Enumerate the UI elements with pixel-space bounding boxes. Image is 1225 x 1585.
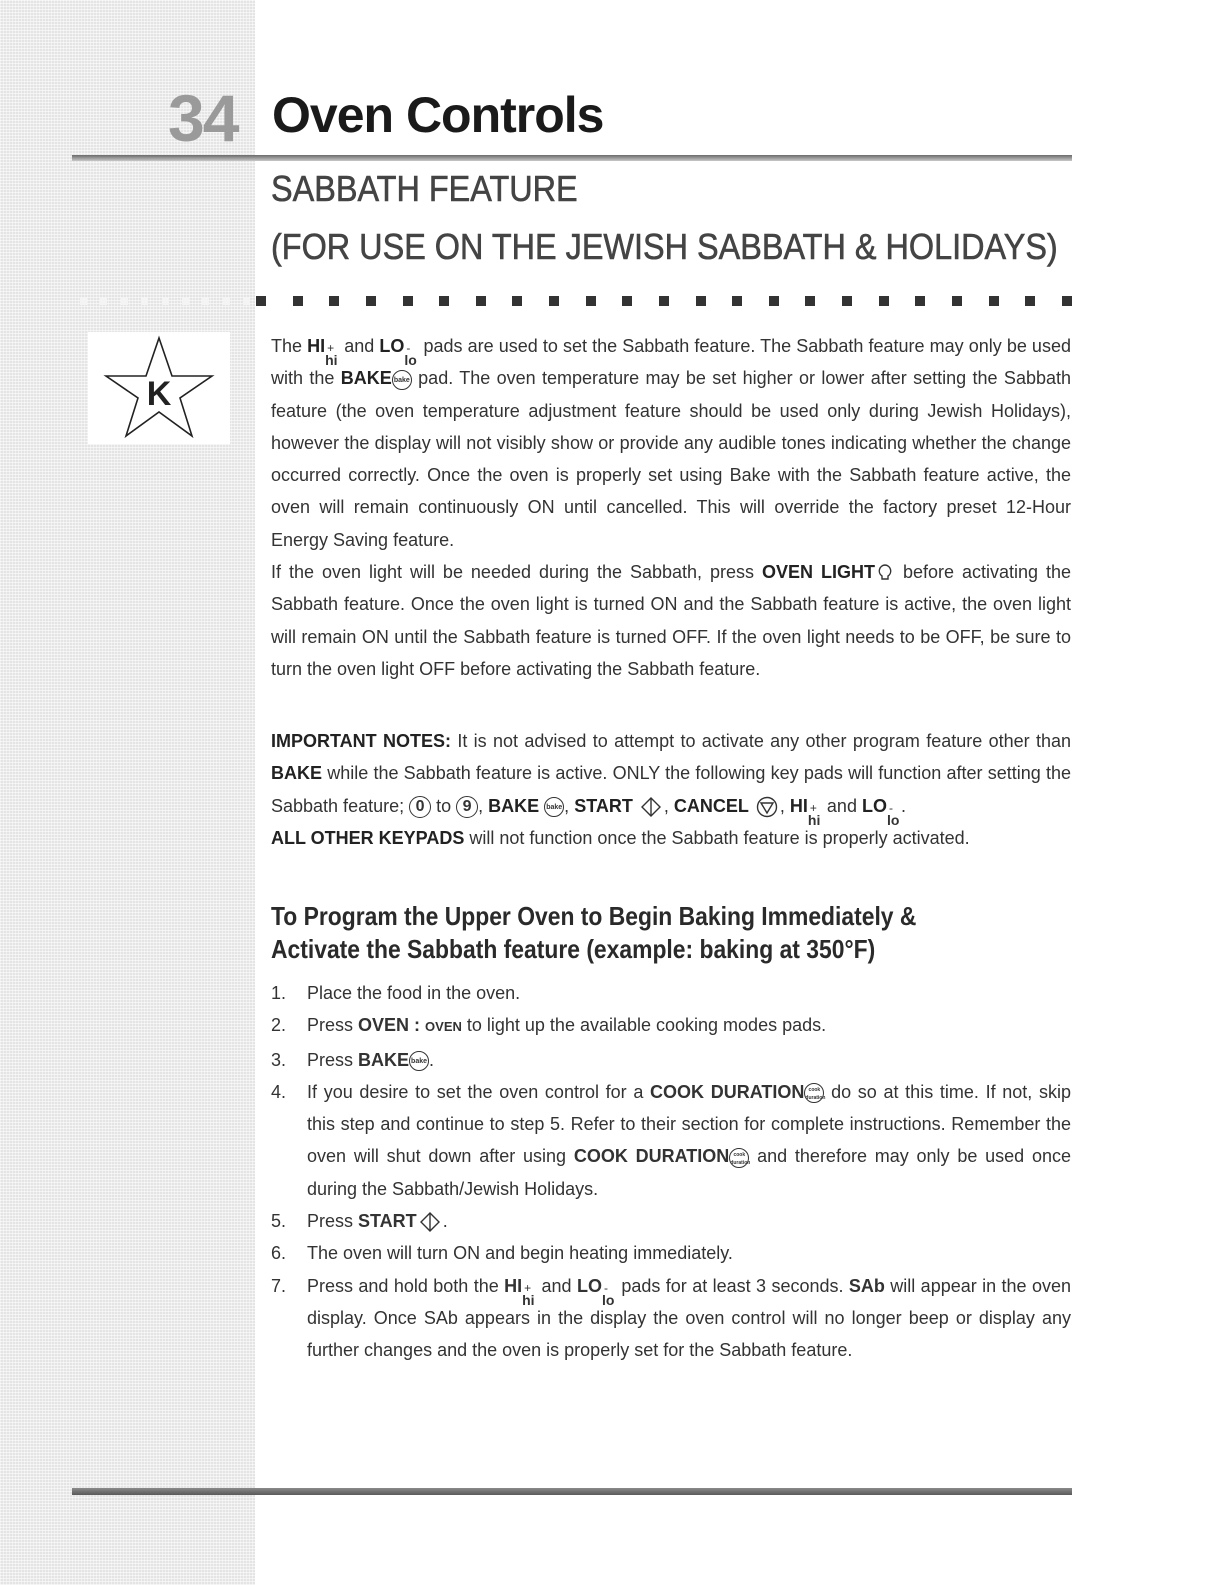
intro-paragraph-2: If the oven light will be needed during the Sabbath, press OVEN LIGHT before activating the Sabbath feature. Once the oven light is turned ON and the Sabbath feature is active, the oven light will remain ON until the Sabbath feature is turned OFF. If the oven light needs to be OFF, be sure to turn the oven light OFF before activating the Sabbath feature. — [271, 562, 1072, 679]
lo-icon: - lo — [404, 341, 417, 368]
nine-key-icon: 9 — [456, 796, 478, 818]
procedure-heading: To Program the Upper Oven to Begin Baking Immediately & Activate the Sabbath feature (example: baking at 350°F) — [271, 901, 917, 964]
intro-text — [271, 330, 1071, 685]
list-item: 2. Press OVEN : OVEN to light up the available cooking modes pads. — [271, 1015, 827, 1036]
notes-paragraph: IMPORTANT NOTES: It is not advised to attempt to activate any other program feature other than BAKE while the Sabbath feature is active. ONLY the following key pads will function after setting the Sabbath feature; 0 to 9 , BAKE bake , START , CANCEL , HI + hi and LO - lo . — [271, 731, 1072, 828]
kosher-letter: K — [146, 375, 172, 413]
intro-paragraph-1: The HI + hi and LO - lo pads are used to set the Sabbath feature. The Sabbath feature may only be used with the BAKE bake pad. The oven temperature may be set higher or lower after setting the Sabbath feature (the oven temperature adjustment feature should be used only during Jewish Holidays), however the display will not visibly show or provide any audible tones indicating whether the change occurred correctly. Once the oven is properly set using Bake with the Sabbath feature active, the oven will remain continuously ON until cancelled. This will override the factory preset 12-Hour Energy Saving feature. — [271, 336, 1071, 550]
hi-icon: + hi — [807, 800, 821, 828]
start-icon — [419, 1211, 441, 1233]
section-subheading: (FOR USE ON THE JEWISH SABBATH & HOLIDAYS) — [271, 226, 1058, 267]
cancel-icon — [756, 796, 778, 818]
procedure-steps — [271, 977, 1071, 1367]
bake-icon: bake — [544, 797, 564, 817]
footer-rule — [72, 1488, 1072, 1495]
bake-icon: bake — [392, 370, 412, 390]
start-icon — [640, 796, 662, 818]
notes-all-other: ALL OTHER KEYPADS will not function once the Sabbath feature is properly activated. — [271, 827, 970, 848]
light-bulb-icon — [877, 563, 893, 583]
star-k-kosher-logo — [88, 332, 230, 444]
important-notes — [271, 725, 1071, 854]
list-item: 3. Press BAKE bake . — [271, 1049, 435, 1070]
zero-key-icon: 0 — [409, 796, 431, 818]
sidebar-background — [0, 0, 255, 1585]
list-item: 1. Place the food in the oven. — [271, 983, 521, 1003]
star-k-icon — [88, 332, 230, 444]
hi-icon: + hi — [522, 1280, 535, 1308]
sidebar-dot-divider — [80, 298, 250, 306]
section-heading: SABBATH FEATURE — [271, 168, 578, 209]
dot-divider — [256, 296, 1072, 308]
bake-icon: bake — [409, 1051, 429, 1071]
lo-icon: - lo — [886, 800, 900, 828]
hi-icon: + hi — [325, 341, 338, 368]
lo-icon: - lo — [601, 1280, 615, 1308]
list-item: 5. Press START . — [271, 1205, 1071, 1237]
list-item: 6. The oven will turn ON and begin heating immediately. — [271, 1243, 733, 1264]
list-item: 7. Press and hold both the HI + hi and LO - lo pads for at least 3 seconds. SAb will appear in the oven display. Once SAb appears in the display the oven control will no longer beep or display any further changes and the oven is properly set for the Sabbath feature. — [271, 1275, 1071, 1361]
page-number: 34 — [168, 81, 238, 155]
cook-duration-icon: cook duration — [729, 1148, 749, 1168]
cook-duration-icon: cook duration — [804, 1083, 824, 1103]
page-title: Oven Controls — [272, 87, 604, 143]
list-item: 4. If you desire to set the oven control for a COOK DURATION cook duration do so at this time. If not, skip this step and continue to step 5. Refer to their section for complete instructions. Remember the oven will shut down after using COOK DURATION cook duration and therefore may only be used once during the Sabbath/Jewish Holidays. — [271, 1081, 1071, 1199]
header-rule — [72, 155, 1072, 161]
